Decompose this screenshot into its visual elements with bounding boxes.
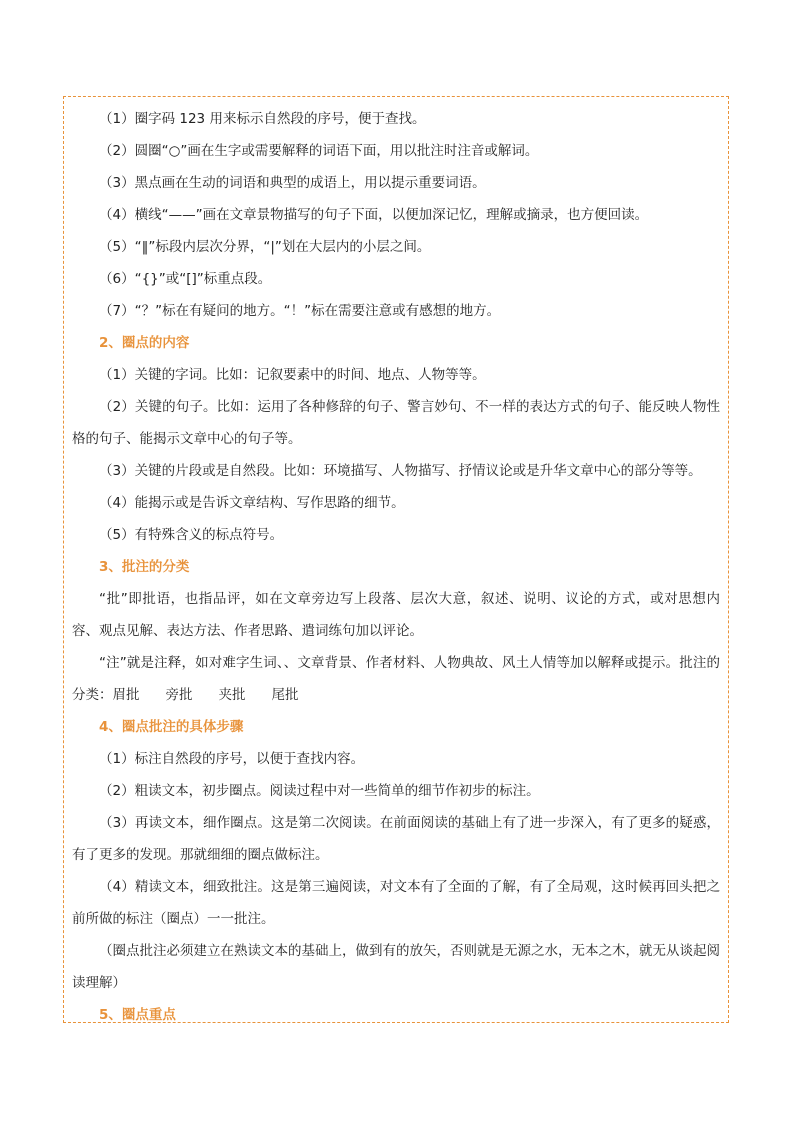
marking-symbol-2: （2）圆圈“○”画在生字或需要解释的词语下面，用以批注时注音或解词。 xyxy=(99,143,539,159)
content-item-1: （1）关键的字词。比如：记叙要素中的时间、地点、人物等等。 xyxy=(99,367,486,383)
section-heading-4: 4、圈点批注的具体步骤 xyxy=(99,719,244,735)
annotation-type-2: 旁批 xyxy=(165,687,193,703)
marking-symbol-7: （7）“？”标在有疑问的地方。“！”标在需要注意或有感想的地方。 xyxy=(99,303,501,319)
step-item-4: （4）精读文本，细致批注。这是第三遍阅读，对文本有了全面的了解，有了全局观，这时候再回头把之前所做的标注（圈点）一一批注。 xyxy=(72,879,720,927)
content-frame xyxy=(63,96,729,1023)
content-item-4: （4）能揭示或是告诉文章结构、写作思路的细节。 xyxy=(99,495,405,511)
pi-definition: “批”即批语，也指品评，如在文章旁边写上段落、层次大意，叙述、说明、议论的方式，或对思想内容、观点见解、表达方法、作者思路、遣词练句加以评论。 xyxy=(72,591,720,639)
step-item-2: （2）粗读文本，初步圈点。阅读过程中对一些简单的细节作初步的标注。 xyxy=(99,783,540,799)
section-heading-5: 5、圈点重点 xyxy=(99,1007,176,1023)
content-item-5: （5）有特殊含义的标点符号。 xyxy=(99,527,284,543)
step-item-3: （3）再读文本，细作圈点。这是第二次阅读。在前面阅读的基础上有了进一步深入，有了更多的疑惑，有了更多的发现。那就细细的圈点做标注。 xyxy=(72,815,720,863)
zhu-definition xyxy=(72,647,720,711)
zhu-definition-text: “注”就是注释，如对难字生词、、文章背景、作者材料、人物典故、风土人情等加以解释或提示。批注的分类： xyxy=(72,655,720,703)
annotation-type-1: 眉批 xyxy=(112,687,140,703)
marking-symbol-5: （5）“‖”标段内层次分界，“|”划在大层内的小层之间。 xyxy=(99,239,431,255)
content-item-2: （2）关键的句子。比如：运用了各种修辞的句子、警言妙句、不一样的表达方式的句子、能反映人物性格的句子、能揭示文章中心的句子等。 xyxy=(72,399,720,447)
marking-symbol-4: （4）横线“——”画在文章景物描写的句子下面，以便加深记忆，理解或摘录，也方便回读。 xyxy=(99,207,649,223)
content-item-3: （3）关键的片段或是自然段。比如：环境描写、人物描写、抒情议论或是升华文章中心的部分等等。 xyxy=(99,463,702,479)
marking-symbol-1: （1）圈字码 123 用来标示自然段的序号，便于查找。 xyxy=(99,111,426,127)
step-note: （圈点批注必须建立在熟读文本的基础上，做到有的放矢，否则就是无源之水，无本之木，就无从谈起阅读理解） xyxy=(72,943,720,991)
marking-symbol-3: （3）黑点画在生动的词语和典型的成语上，用以提示重要词语。 xyxy=(99,175,486,191)
section-heading-2: 2、圈点的内容 xyxy=(99,335,190,351)
annotation-type-4: 尾批 xyxy=(271,687,299,703)
annotation-type-3: 夹批 xyxy=(218,687,246,703)
marking-symbol-6: （6）“{}”或“[]”标重点段。 xyxy=(99,271,272,287)
section-heading-3: 3、批注的分类 xyxy=(99,559,190,575)
step-item-1: （1）标注自然段的序号，以便于查找内容。 xyxy=(99,751,365,767)
